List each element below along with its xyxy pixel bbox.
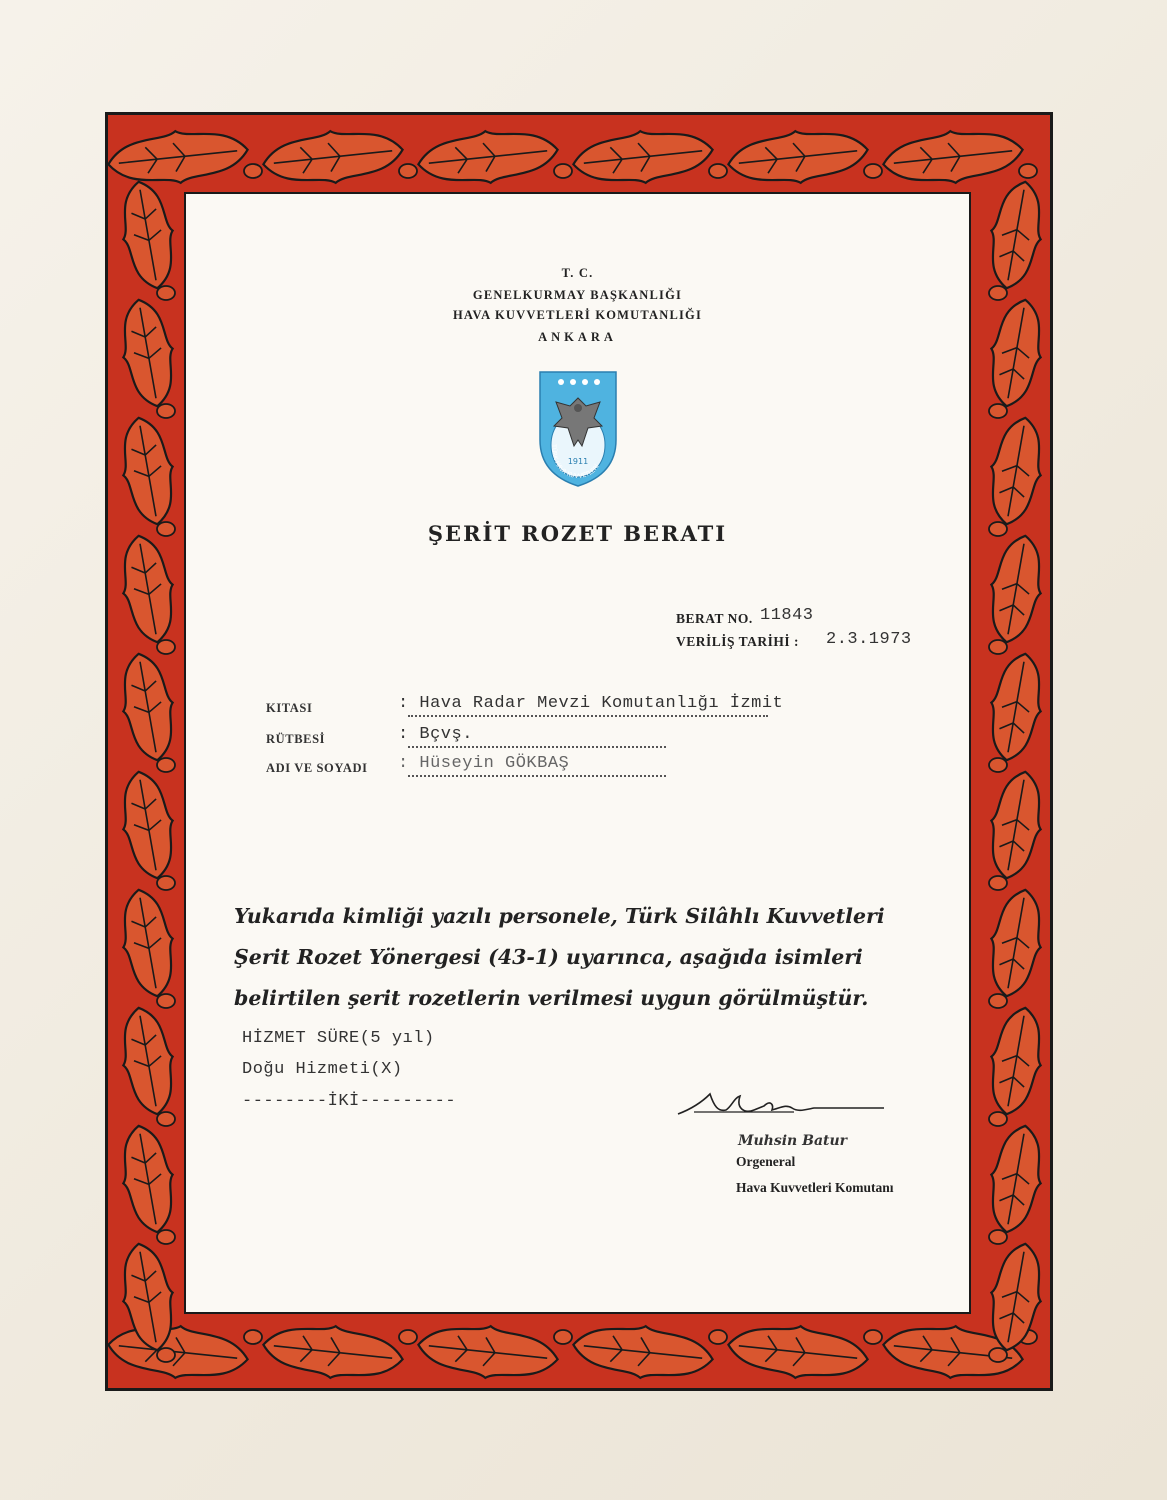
field-value-name: : Hüseyin GÖKBAŞ (398, 754, 570, 773)
berat-no-label: BERAT NO. (676, 611, 753, 626)
berat-no-value: 11843 (760, 606, 814, 625)
oak-leaf (114, 649, 182, 764)
acorn (157, 1348, 175, 1362)
acorn (989, 1112, 1007, 1126)
acorn (244, 164, 262, 178)
oak-leaf (982, 885, 1050, 1000)
air-force-emblem-icon (538, 370, 618, 488)
acorn (157, 876, 175, 890)
acorn (989, 758, 1007, 772)
acorn (989, 640, 1007, 654)
acorn (989, 1230, 1007, 1244)
oak-leaf (726, 1319, 871, 1385)
acorn (1019, 164, 1037, 178)
header-line-city: ANKARA (538, 330, 617, 344)
signatory-name: Muhsin Batur (738, 1133, 848, 1149)
oak-leaf (114, 295, 182, 410)
acorn (989, 876, 1007, 890)
field-dotted-line (408, 746, 666, 748)
acorn (157, 994, 175, 1008)
acorn (157, 522, 175, 536)
acorn (989, 522, 1007, 536)
acorn (157, 286, 175, 300)
certificate-paragraph: Yukarıda kimliği yazılı personele, Türk Silâhlı Kuvvetleri Şerit Rozet Yönergesi (43-1) uyarınca, aşağıda isimleri belirtilen şerit rozetlerin verilmesi uygun görülmüştür. (234, 904, 885, 1010)
field-dotted-line (408, 715, 768, 717)
acorn (157, 1112, 175, 1126)
field-value-rank: : Bçvş. (398, 725, 473, 744)
emblem-year: 1911 (567, 457, 589, 466)
header-line-air-force-command: HAVA KUVVETLERİ KOMUTANLIĞI (452, 308, 703, 322)
acorn (989, 286, 1007, 300)
signatory-rank: Orgeneral (736, 1154, 796, 1169)
award-service-duration: HİZMET SÜRE(5 yıl) (242, 1029, 435, 1048)
oak-leaf (108, 1319, 250, 1385)
field-dotted-line (408, 775, 666, 777)
oak-leaf (114, 885, 182, 1000)
oak-leaf (114, 1003, 182, 1118)
oak-leaf (881, 124, 1026, 190)
acorn (157, 1230, 175, 1244)
oak-leaf (261, 124, 406, 190)
acorn (989, 1348, 1007, 1362)
oak-leaf (416, 124, 561, 190)
field-label-unit: KITASI (266, 701, 313, 715)
handwritten-signature (674, 1088, 889, 1128)
acorn (157, 758, 175, 772)
acorn (989, 994, 1007, 1008)
oak-leaf (571, 1319, 716, 1385)
acorn (709, 1330, 727, 1344)
issue-date-label: VERİLİŞ TARİHİ : (676, 634, 800, 649)
acorn (864, 1330, 882, 1344)
oak-leaf (114, 531, 182, 646)
header-line-tc: T. C. (561, 266, 594, 280)
oak-leaf (726, 124, 871, 190)
oak-leaf (261, 1319, 406, 1385)
acorn (244, 1330, 262, 1344)
certificate-title: ŞERİT ROZET BERATI (427, 521, 728, 546)
award-degree: --------İKİ--------- (242, 1092, 457, 1111)
acorn (554, 164, 572, 178)
field-label-name: ADI VE SOYADI (266, 761, 368, 775)
acorn (399, 164, 417, 178)
oak-leaf (982, 1121, 1050, 1236)
oak-leaf (982, 295, 1050, 410)
acorn (554, 1330, 572, 1344)
certificate-body (184, 192, 971, 1314)
oak-leaf (982, 177, 1050, 292)
oak-leaf (982, 1003, 1050, 1118)
acorn (399, 1330, 417, 1344)
field-value-unit: : Hava Radar Mevzi Komutanlığı İzmit (398, 694, 784, 713)
acorn (157, 404, 175, 418)
oak-leaf (114, 413, 182, 528)
header-line-general-staff: GENELKURMAY BAŞKANLIĞI (472, 288, 683, 302)
oak-leaf (571, 124, 716, 190)
acorn (989, 404, 1007, 418)
oak-leaf (982, 649, 1050, 764)
oak-leaf (982, 413, 1050, 528)
oak-leaf (108, 124, 250, 190)
acorn (709, 164, 727, 178)
oak-leaf (982, 531, 1050, 646)
oak-leaf (416, 1319, 561, 1385)
issue-date-value: 2.3.1973 (826, 630, 912, 649)
emblem-arc-textpath: TÜRK HAVA KUVVETLERİ (549, 444, 601, 481)
oak-leaf (982, 767, 1050, 882)
oak-leaf (114, 767, 182, 882)
signatory-title: Hava Kuvvetleri Komutanı (736, 1180, 894, 1195)
field-label-rank: RÜTBESİ (266, 732, 326, 746)
award-east-service: Doğu Hizmeti(X) (242, 1060, 403, 1079)
acorn (157, 640, 175, 654)
oak-leaf (114, 1121, 182, 1236)
oak-leaf (114, 177, 182, 292)
acorn (864, 164, 882, 178)
